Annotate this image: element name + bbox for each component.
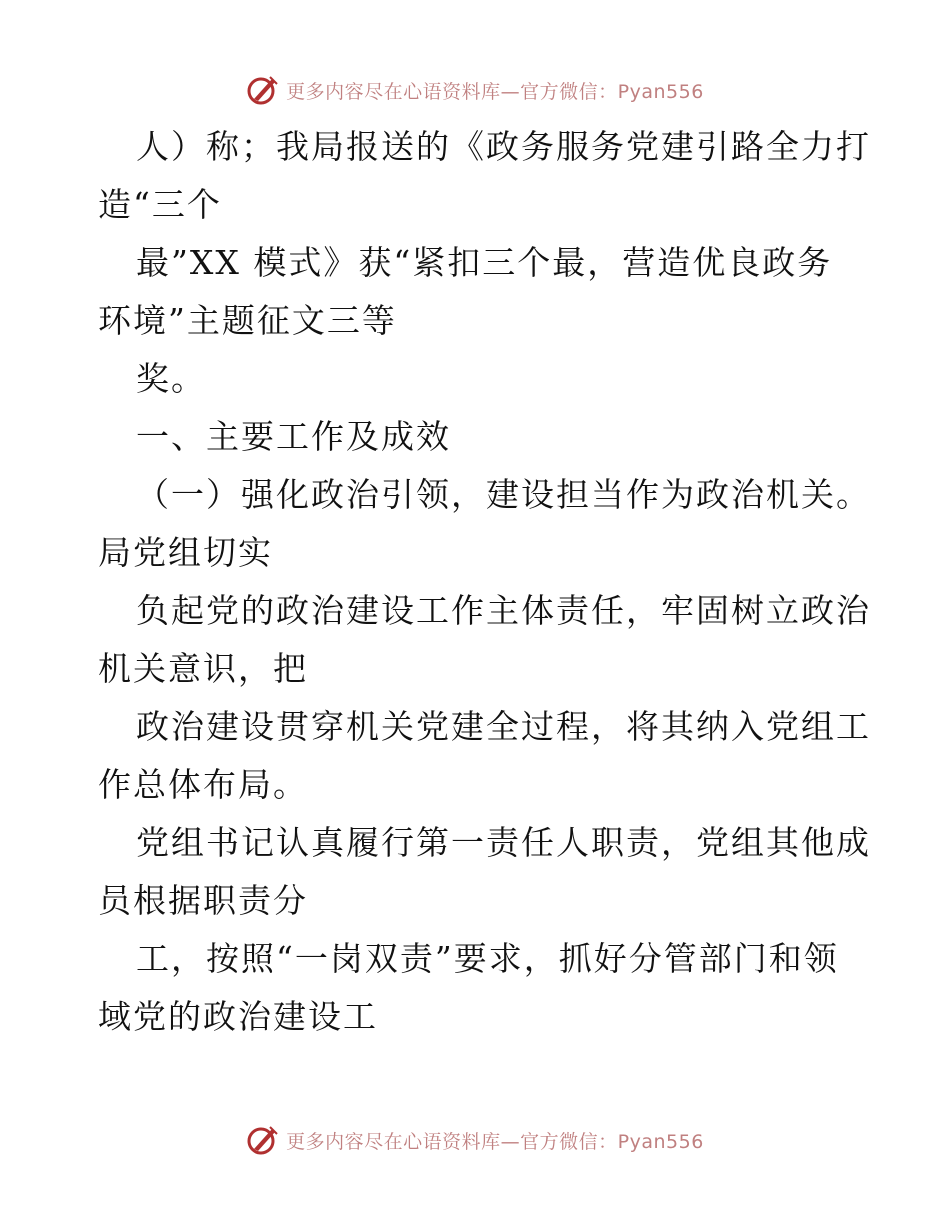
body-line: 域党的政治建设工	[98, 997, 378, 1036]
body-line: 局党组切实	[98, 533, 273, 572]
body-line: 政治建设贯穿机关党建全过程，将其纳入党组工	[136, 707, 871, 746]
body-line: 员根据职责分	[98, 881, 308, 920]
body-line: 党组书记认真履行第一责任人职责，党组其他成	[136, 823, 871, 862]
header-watermark	[0, 70, 950, 110]
section-heading: 一、主要工作及成效	[136, 417, 451, 456]
body-line: 负起党的政治建设工作主体责任，牢固树立政治	[136, 591, 871, 630]
footer-watermark	[0, 1120, 950, 1160]
watermark-text: 更多内容尽在心语资料库—官方微信：Pyan556	[286, 1130, 704, 1153]
body-line: 最”XX 模式》获“紧扣三个最，营造优良政务	[136, 243, 833, 282]
body-line: 工，按照“一岗双责”要求，抓好分管部门和领	[136, 939, 839, 978]
body-line: 机关意识，把	[98, 649, 308, 688]
body-line: 奖。	[136, 359, 206, 398]
body-line: 环境”主题征文三等	[98, 301, 397, 340]
body-line: 造“三个	[98, 185, 222, 224]
quill-logo-icon	[246, 1123, 280, 1157]
document-body	[98, 118, 871, 1046]
body-line: 人）称；我局报送的《政务服务党建引路全力打	[136, 127, 871, 166]
subsection-heading: （一）强化政治引领，建设担当作为政治机关。	[136, 475, 871, 514]
quill-logo-icon	[246, 73, 280, 107]
watermark-text: 更多内容尽在心语资料库—官方微信：Pyan556	[286, 80, 704, 103]
body-line: 作总体布局。	[98, 765, 308, 804]
